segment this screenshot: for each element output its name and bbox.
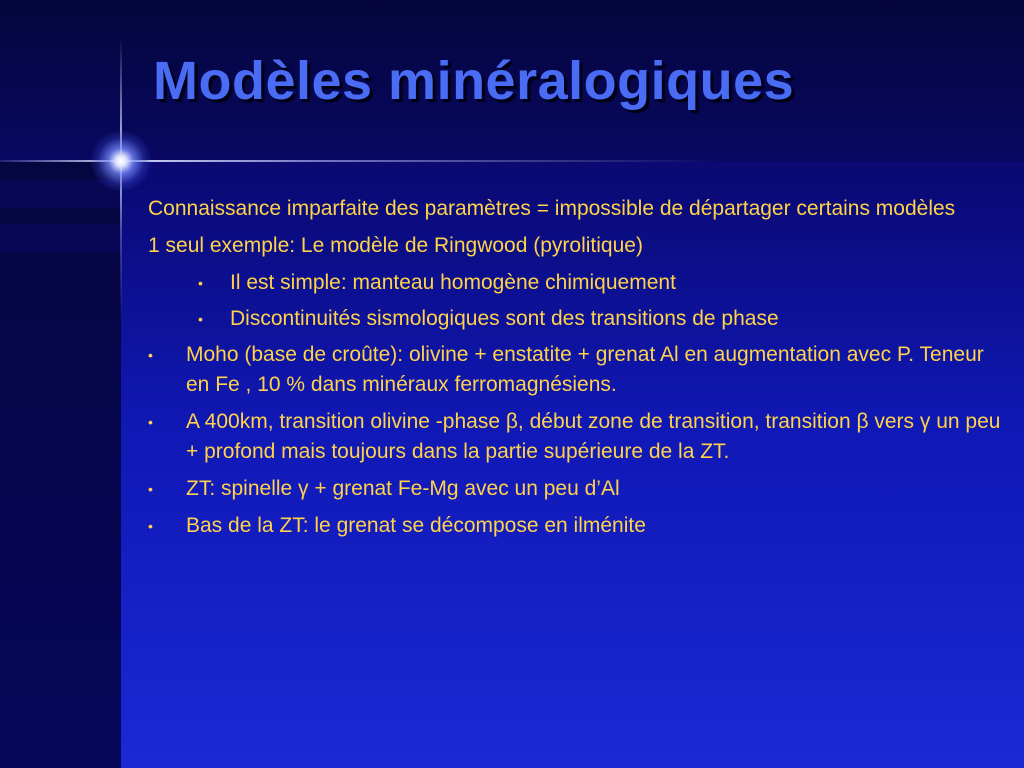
bullet-item xyxy=(148,407,1008,467)
bullet-item xyxy=(148,474,1008,504)
bullet-icon: • xyxy=(198,275,203,291)
bullet-icon: • xyxy=(148,481,153,497)
slide-title: Modèles minéralogiques xyxy=(153,51,795,111)
bullet-text: ZT: spinelle γ + grenat Fe-Mg avec un peu d’Al xyxy=(186,477,620,500)
bullet-text: A 400km, transition olivine -phase β, début zone de transition, transition β vers γ un peu + profond mais toujours dans la partie supérieure de la ZT. xyxy=(186,410,1001,463)
decorative-stripe xyxy=(0,224,121,252)
bullet-icon: • xyxy=(198,311,203,327)
sub-bullet-item xyxy=(148,304,1008,334)
bullet-text: Moho (base de croûte): olivine + enstatite + grenat Al en augmentation avec P. Teneur en Fe , 10 % dans minéraux ferromagnésiens. xyxy=(186,343,984,396)
sub-bullet-text: Il est simple: manteau homogène chimiquement xyxy=(230,271,676,294)
bullet-text: Bas de la ZT: le grenat se décompose en ilménite xyxy=(186,514,646,537)
left-band xyxy=(0,162,121,768)
body-paragraph: 1 seul exemple: Le modèle de Ringwood (pyrolitique) xyxy=(148,234,643,257)
light-flare-icon xyxy=(91,131,151,191)
bullet-icon: • xyxy=(148,518,153,534)
bullet-icon: • xyxy=(148,347,153,363)
sub-bullet-text: Discontinuités sismologiques sont des transitions de phase xyxy=(230,307,779,330)
body-paragraph: Connaissance imparfaite des paramètres = impossible de départager certains modèles xyxy=(148,197,956,220)
bullet-item xyxy=(148,511,1008,541)
sub-bullet-item xyxy=(148,268,1008,298)
bullet-item xyxy=(148,340,1008,400)
slide-body xyxy=(148,194,1008,548)
bullet-icon: • xyxy=(148,414,153,430)
